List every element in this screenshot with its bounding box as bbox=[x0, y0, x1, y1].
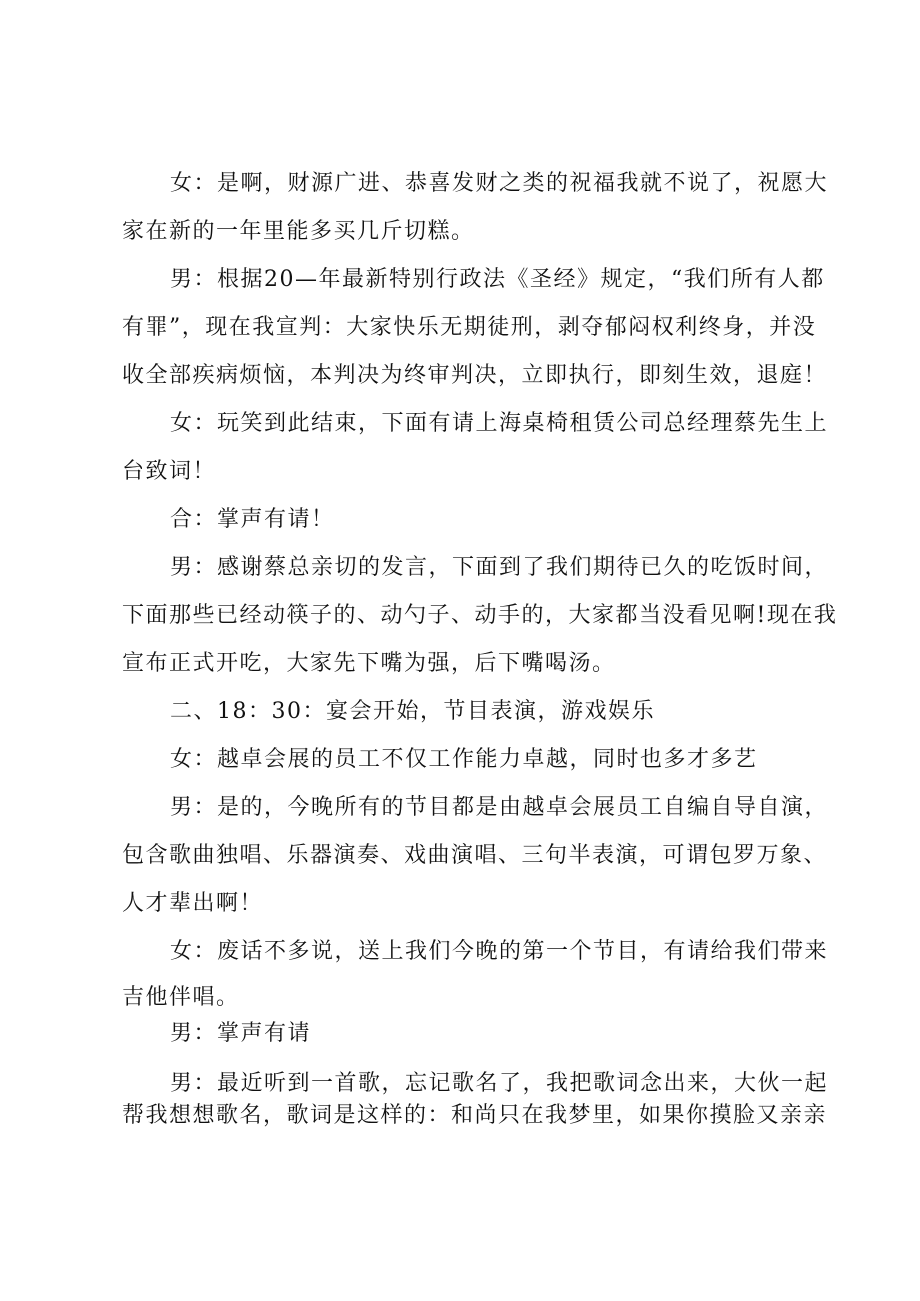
paragraph-line: 帮我想想歌名，歌词是这样的：和尚只在我梦里，如果你摸脸又亲亲 bbox=[122, 1103, 828, 1128]
paragraph-line: 台致词！ bbox=[122, 459, 217, 484]
paragraph-line: 合：掌声有请！ bbox=[170, 507, 335, 532]
section-heading: 二、18：30：宴会开始，节目表演，游戏娱乐 bbox=[170, 699, 655, 724]
paragraph-line: 有罪”，现在我宣判：大家快乐无期徒刑，剥夺郁闷权利终身，并没 bbox=[122, 315, 817, 340]
paragraph-line: 男：感谢蔡总亲切的发言，下面到了我们期待已久的吃饭时间， bbox=[170, 555, 829, 580]
paragraph-line: 宣布正式开吃，大家先下嘴为强，后下嘴喝汤。 bbox=[122, 651, 616, 676]
paragraph-line: 女：玩笑到此结束，下面有请上海桌椅租赁公司总经理蔡先生上 bbox=[170, 411, 829, 436]
paragraph-line: 女：越卓会展的员工不仅工作能力卓越，同时也多才多艺 bbox=[170, 747, 758, 772]
paragraph-line: 男：最近听到一首歌，忘记歌名了，我把歌词念出来，大伙一起 bbox=[170, 1071, 829, 1096]
paragraph-line: 下面那些已经动筷子的、动勺子、动手的，大家都当没看见啊!现在我 bbox=[122, 603, 838, 628]
paragraph-line: 女：废话不多说，送上我们今晚的第一个节目，有请给我们带来 bbox=[170, 939, 829, 964]
paragraph-line: 女：是啊，财源广进、恭喜发财之类的祝福我就不说了，祝愿大 bbox=[170, 171, 829, 196]
paragraph-line: 男：根据20—年最新特别行政法《圣经》规定，“我们所有人都 bbox=[170, 267, 825, 292]
paragraph-line: 包含歌曲独唱、乐器演奏、戏曲演唱、三句半表演，可谓包罗万象、 bbox=[122, 843, 828, 868]
paragraph-line: 男：掌声有请 bbox=[170, 1021, 312, 1046]
paragraph-line: 收全部疾病烦恼，本判决为终审判决，立即执行，即刻生效，退庭！ bbox=[122, 363, 828, 388]
paragraph-line: 男：是的，今晚所有的节目都是由越卓会展员工自编自导自演， bbox=[170, 795, 829, 820]
paragraph-line: 人才辈出啊！ bbox=[122, 891, 264, 916]
paragraph-line: 家在新的一年里能多买几斤切糕。 bbox=[122, 219, 475, 244]
paragraph-line: 吉他伴唱。 bbox=[122, 985, 240, 1010]
